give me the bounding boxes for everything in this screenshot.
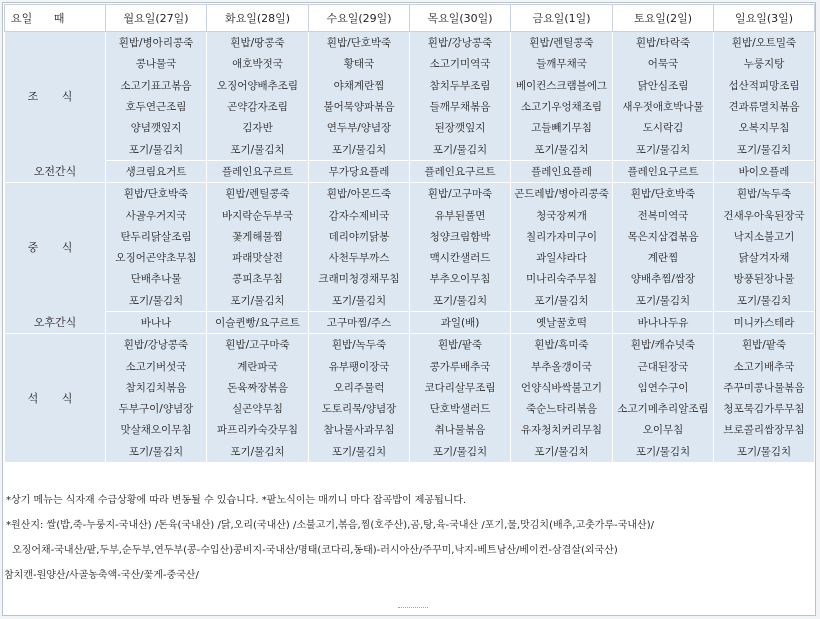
menu-cell: 흰밥/강낭콩죽 xyxy=(106,334,207,356)
menu-cell: 낙지소불고기 xyxy=(714,226,815,247)
menu-cell: 포기/물김치 xyxy=(106,290,207,312)
menu-cell: 감자수제비국 xyxy=(309,204,410,225)
menu-cell: 포기/물김치 xyxy=(613,138,714,160)
menu-row xyxy=(5,53,815,74)
menu-cell: 오징어곤약초무침 xyxy=(106,247,207,268)
menu-cell: 연두부/양념장 xyxy=(309,117,410,138)
menu-cell: 미니카스테라 xyxy=(714,311,815,333)
menu-cell: 사천두부까스 xyxy=(309,247,410,268)
menu-cell: 소고기배추국 xyxy=(714,355,815,376)
menu-cell: 바나나 xyxy=(106,311,207,333)
menu-cell: 포기/물김치 xyxy=(714,138,815,160)
menu-cell: 흰밥/고구마죽 xyxy=(207,334,309,356)
menu-row xyxy=(5,226,815,247)
menu-cell: 견과류멸치볶음 xyxy=(714,96,815,117)
menu-cell: 오리주물럭 xyxy=(309,377,410,398)
menu-cell: 포기/물김치 xyxy=(106,441,207,463)
menu-cell: 실곤약무침 xyxy=(207,398,309,419)
menu-cell: 포기/물김치 xyxy=(613,441,714,463)
menu-cell: 어묵국 xyxy=(613,53,714,74)
menu-cell: 포기/물김치 xyxy=(714,290,815,312)
menu-row xyxy=(5,268,815,289)
menu-cell: 단호박샐러드 xyxy=(410,398,511,419)
menu-cell: 유자청치커리무침 xyxy=(511,419,613,440)
menu-cell: 콩가루배추국 xyxy=(410,355,511,376)
menu-cell: 포기/물김치 xyxy=(207,441,309,463)
weekly-menu-table xyxy=(4,4,815,463)
menu-cell: 취나물볶음 xyxy=(410,419,511,440)
menu-row xyxy=(5,96,815,117)
menu-cell: 바지락순두부국 xyxy=(207,204,309,225)
menu-cell: 불어묵양파볶음 xyxy=(309,96,410,117)
menu-cell: 과일(배) xyxy=(410,311,511,333)
meal-category-label: 오전간식 xyxy=(5,160,106,182)
menu-cell: 닭안심조림 xyxy=(613,75,714,96)
menu-row xyxy=(5,183,815,205)
menu-cell: 이슬퀸빵/요구르트 xyxy=(207,311,309,333)
menu-cell: 목은지삼겹볶음 xyxy=(613,226,714,247)
day-header: 금요일(1일) xyxy=(511,5,613,32)
menu-cell: 포기/물김치 xyxy=(511,441,613,463)
menu-cell: 데리야끼닭봉 xyxy=(309,226,410,247)
menu-cell: 과일샤라다 xyxy=(511,247,613,268)
menu-cell: 흰밥/렌틸콩죽 xyxy=(207,183,309,205)
menu-row xyxy=(5,290,815,312)
day-header: 목요일(30일) xyxy=(410,5,511,32)
menu-cell: 흰밥/흑미죽 xyxy=(511,334,613,356)
menu-cell: 오이무침 xyxy=(613,419,714,440)
menu-cell: 들깨무채국 xyxy=(511,53,613,74)
meal-category-label: 오후간식 xyxy=(5,311,106,333)
meal-category-label: 석 식 xyxy=(5,334,106,463)
menu-cell: 코다리살무조림 xyxy=(410,377,511,398)
menu-cell: 플레인요플레 xyxy=(511,160,613,182)
menu-cell: 포기/물김치 xyxy=(207,290,309,312)
day-header: 일요일(3일) xyxy=(714,5,815,32)
menu-cell: 포기/물김치 xyxy=(410,441,511,463)
menu-cell: 유부팽이장국 xyxy=(309,355,410,376)
day-header: 월요일(27일) xyxy=(106,5,207,32)
menu-cell: 흰밥/병아리콩죽 xyxy=(106,32,207,54)
menu-cell: 포기/물김치 xyxy=(410,290,511,312)
bottom-resize-handle[interactable] xyxy=(398,607,428,612)
menu-cell: 호두연근조림 xyxy=(106,96,207,117)
menu-cell: 포기/물김치 xyxy=(714,441,815,463)
menu-cell: 청양크림함박 xyxy=(410,226,511,247)
menu-cell: 오복지무침 xyxy=(714,117,815,138)
menu-cell: 임연수구이 xyxy=(613,377,714,398)
menu-cell: 베이컨스크램블에그 xyxy=(511,75,613,96)
menu-cell: 주꾸미콩나물볶음 xyxy=(714,377,815,398)
meal-category-label: 중 식 xyxy=(5,183,106,312)
menu-cell: 포기/물김치 xyxy=(511,290,613,312)
menu-cell: 탄두리닭살조림 xyxy=(106,226,207,247)
menu-cell: 브로콜리쌈장무침 xyxy=(714,419,815,440)
menu-cell: 도토리묵/양념장 xyxy=(309,398,410,419)
menu-row xyxy=(5,138,815,160)
menu-row xyxy=(5,334,815,356)
menu-cell: 오징어양배추조림 xyxy=(207,75,309,96)
menu-cell: 청국장찌개 xyxy=(511,204,613,225)
menu-cell: 포기/물김치 xyxy=(410,138,511,160)
menu-cell: 흰밥/팥죽 xyxy=(714,334,815,356)
menu-cell: 맥시칸샐러드 xyxy=(410,247,511,268)
menu-cell: 플레인요구르트 xyxy=(410,160,511,182)
menu-cell: 맛살채오이무침 xyxy=(106,419,207,440)
menu-cell: 소고기버섯국 xyxy=(106,355,207,376)
day-header: 토요일(2일) xyxy=(613,5,714,32)
menu-cell: 계란찜 xyxy=(613,247,714,268)
menu-cell: 소고기우엉채조림 xyxy=(511,96,613,117)
menu-cell: 황태국 xyxy=(309,53,410,74)
menu-cell: 플레인요구르트 xyxy=(207,160,309,182)
menu-cell: 새우젓애호박나물 xyxy=(613,96,714,117)
menu-cell: 양배추찜/쌈장 xyxy=(613,268,714,289)
menu-cell: 흰밥/녹두죽 xyxy=(309,334,410,356)
menu-cell: 흰밥/땅콩죽 xyxy=(207,32,309,54)
menu-cell: 도시락김 xyxy=(613,117,714,138)
menu-cell: 바이오플레 xyxy=(714,160,815,182)
menu-cell: 소고기메추리알조림 xyxy=(613,398,714,419)
menu-cell: 포기/물김치 xyxy=(309,290,410,312)
menu-cell: 콩피초무침 xyxy=(207,268,309,289)
menu-cell: 흰밥/단호박죽 xyxy=(309,32,410,54)
menu-cell: 꽃게해물찜 xyxy=(207,226,309,247)
menu-cell: 곤드레밥/병아리콩죽 xyxy=(511,183,613,205)
menu-row xyxy=(5,117,815,138)
menu-cell: 바나나두유 xyxy=(613,311,714,333)
day-header: 수요일(29일) xyxy=(309,5,410,32)
menu-cell: 돈육짜장볶음 xyxy=(207,377,309,398)
menu-cell: 된장깻잎지 xyxy=(410,117,511,138)
menu-cell: 두부구이/양념장 xyxy=(106,398,207,419)
menu-cell: 흰밥/단호박죽 xyxy=(106,183,207,205)
menu-cell: 애호박젓국 xyxy=(207,53,309,74)
menu-row xyxy=(5,311,815,333)
menu-row xyxy=(5,419,815,440)
menu-cell: 무가당요플레 xyxy=(309,160,410,182)
menu-row xyxy=(5,441,815,463)
menu-cell: 참치두부조림 xyxy=(410,75,511,96)
menu-cell: 생크림요거트 xyxy=(106,160,207,182)
menu-cell: 전복미역국 xyxy=(613,204,714,225)
menu-cell: 포기/물김치 xyxy=(106,138,207,160)
menu-cell: 미나리숙주무침 xyxy=(511,268,613,289)
menu-cell: 칠리가자미구이 xyxy=(511,226,613,247)
menu-cell: 포기/물김치 xyxy=(309,441,410,463)
menu-row xyxy=(5,377,815,398)
menu-cell: 플레인요구르트 xyxy=(613,160,714,182)
notes-section xyxy=(4,488,810,588)
menu-cell: 포기/물김치 xyxy=(613,290,714,312)
menu-cell: 죽순느타리볶음 xyxy=(511,398,613,419)
note-line: 오징어채-국내산/팥,두부,순두부,연두부(콩-수입산)콩비지-국내산/명태(코다리,동태)-러시아산/주꾸미,낙지-베트남산/베이컨-삼겹살(외국산) xyxy=(12,545,618,556)
day-header: 화요일(28일) xyxy=(207,5,309,32)
menu-cell: 섭산적피망조림 xyxy=(714,75,815,96)
menu-cell: 흰밥/팥죽 xyxy=(410,334,511,356)
menu-cell: 사골우거지국 xyxy=(106,204,207,225)
menu-cell: 파프리카숙갓무침 xyxy=(207,419,309,440)
header-row xyxy=(5,5,815,32)
menu-cell: 흰밥/캐슈넛죽 xyxy=(613,334,714,356)
meal-category-label: 조 식 xyxy=(5,32,106,161)
menu-cell: 유부된풀면 xyxy=(410,204,511,225)
menu-cell: 누룽지탕 xyxy=(714,53,815,74)
menu-cell: 흰밥/아몬드죽 xyxy=(309,183,410,205)
menu-cell: 포기/물김치 xyxy=(207,138,309,160)
menu-cell: 곤약감자조림 xyxy=(207,96,309,117)
menu-cell: 흰밥/강낭콩죽 xyxy=(410,32,511,54)
menu-cell: 흰밥/렌틸콩죽 xyxy=(511,32,613,54)
menu-row xyxy=(5,247,815,268)
menu-cell: 크래미청경채무침 xyxy=(309,268,410,289)
menu-cell: 콩나물국 xyxy=(106,53,207,74)
menu-cell: 고들빼기무침 xyxy=(511,117,613,138)
menu-cell: 파래맛살전 xyxy=(207,247,309,268)
menu-row xyxy=(5,204,815,225)
menu-cell: 들깨무채볶음 xyxy=(410,96,511,117)
menu-cell: 부추오이무침 xyxy=(410,268,511,289)
menu-cell: 흰밥/오트밀죽 xyxy=(714,32,815,54)
menu-cell: 참나물사과무침 xyxy=(309,419,410,440)
day-time-header: 요일 때 xyxy=(5,5,106,32)
menu-cell: 청포묵김가루무침 xyxy=(714,398,815,419)
menu-cell: 건새우아욱된장국 xyxy=(714,204,815,225)
menu-cell: 소고기미역국 xyxy=(410,53,511,74)
menu-cell: 야채계란찜 xyxy=(309,75,410,96)
menu-row xyxy=(5,32,815,54)
menu-row xyxy=(5,355,815,376)
menu-cell: 흰밥/단호박죽 xyxy=(613,183,714,205)
menu-cell: 흰밥/녹두죽 xyxy=(714,183,815,205)
menu-cell: 계란파국 xyxy=(207,355,309,376)
note-line: *원산지: 쌀(밥,죽-누룽지-국내산) /돈육(국내산) /닭,오리(국내산) /소불고기,볶음,찜(호주산),곰,탕,육-국내산 /포기,물,맛김치(배추,고춧가루-국내산)/ xyxy=(6,520,654,531)
menu-cell: 소고기표고볶음 xyxy=(106,75,207,96)
menu-cell: 참치김치볶음 xyxy=(106,377,207,398)
menu-cell: 양념깻잎지 xyxy=(106,117,207,138)
menu-cell: 부추올갱이국 xyxy=(511,355,613,376)
menu-cell: 옛날꿀호떡 xyxy=(511,311,613,333)
menu-cell: 언양식바싹불고기 xyxy=(511,377,613,398)
menu-cell: 김자반 xyxy=(207,117,309,138)
menu-row xyxy=(5,160,815,182)
menu-body xyxy=(5,32,815,463)
note-line: 참치캔-원양산/사골농축액-국산/꽃게-중국산/ xyxy=(4,570,199,581)
menu-cell: 흰밥/타락죽 xyxy=(613,32,714,54)
menu-cell: 닭살겨자채 xyxy=(714,247,815,268)
menu-row xyxy=(5,398,815,419)
menu-cell: 방풍된장나물 xyxy=(714,268,815,289)
menu-cell: 고구마찜/주스 xyxy=(309,311,410,333)
menu-cell: 근대된장국 xyxy=(613,355,714,376)
menu-cell: 단배추나물 xyxy=(106,268,207,289)
note-line: *상기 메뉴는 식자재 수급상황에 따라 변동될 수 있습니다. *팥노식이는 매끼니 마다 잡곡밥이 제공됩니다. xyxy=(6,495,467,506)
menu-cell: 흰밥/고구마죽 xyxy=(410,183,511,205)
menu-cell: 포기/물김치 xyxy=(309,138,410,160)
menu-cell: 포기/물김치 xyxy=(511,138,613,160)
menu-row xyxy=(5,75,815,96)
